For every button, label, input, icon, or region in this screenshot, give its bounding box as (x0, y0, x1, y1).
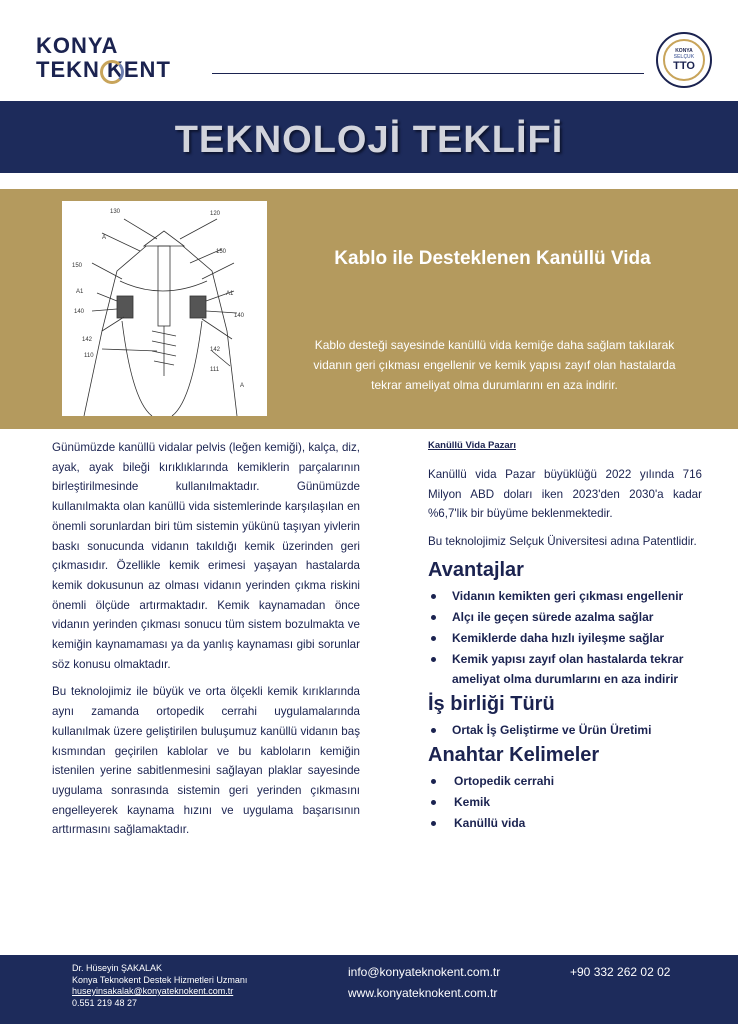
info-email-link[interactable]: info@konyateknokent.com.tr (348, 965, 501, 979)
label-142-right: 142 (210, 347, 221, 353)
tto-top-text: KONYA (675, 48, 693, 54)
contact-person (72, 963, 247, 1009)
label-111: 111 (210, 367, 220, 373)
title-band (0, 101, 738, 173)
list-item: Kemik yapısı zayıf olan hastalarda tekrar ameliyat olma durumlarını en aza indirir (428, 649, 702, 689)
technology-summary: Kablo desteği sayesinde kanüllü vida kemiğe daha sağlam takılarak vidanın geri çıkması engellenir ve kemik yapısı zayıf olan hastalarda tekrar ameliyat olma durumlarını en aza indirir. (313, 338, 676, 392)
website-link[interactable]: www.konyateknokent.com.tr (348, 986, 498, 1000)
page-header (0, 0, 738, 100)
keywords-list (428, 771, 702, 833)
bullet-icon (431, 594, 436, 599)
label-150-left: 150 (72, 263, 83, 269)
label-a-top: A (102, 235, 107, 241)
label-130: 130 (110, 209, 121, 215)
patent-drawing (62, 201, 267, 416)
description-paragraph-1: Günümüzde kanüllü vidalar pelvis (leğen kemiği), kalça, diz, ayak, ayak bileği kırıklıklarında kemiklerin parçalarının birleştirilmesinde kullanılmaktadır. Günümüzde kullanılmakta olan kanüllü vida sistemlerinde karşılaşılan en önemli sorunlardan biri tüm sistemin yükünü taşıyan yivlerin baskı sonucunda vidanın takıldığı kemik üzerinden geri çıkmasıdır. Özellikle kemik erimesi yaşayan hastalarda kemik dokusunun az olması vidanın yerinden çıkma riskini önemli ölçüde artırmaktadır. Kemik kaynamadan önce vidanın yerinden çıkması sonucu tüm sistem bozulmakta ve kemiğin kaynamaması ya da yanlış kaynaması gibi sorunlar söz konusu olmaktadır. (52, 441, 360, 671)
list-item: Kemiklerde daha hızlı iyileşme sağlar (428, 628, 702, 648)
bullet-icon (431, 728, 436, 733)
list-item: Kemik (428, 792, 702, 812)
label-120: 120 (210, 211, 221, 217)
cooperation-list (428, 720, 702, 740)
screw-diagram-icon (62, 201, 267, 416)
bullet-icon (431, 657, 436, 662)
label-110: 110 (84, 353, 94, 359)
bullet-icon (431, 821, 436, 826)
label-a1-right: A1 (226, 291, 234, 297)
selcuk-tto-logo (656, 32, 712, 88)
label-142-left: 142 (82, 337, 93, 343)
technology-name: Kablo ile Desteklenen Kanüllü Vida (334, 248, 651, 269)
label-a-bottom: A (240, 383, 245, 389)
list-item: Vidanın kemikten geri çıkması engellenir (428, 586, 702, 606)
contact-role: Konya Teknokent Destek Hizmetleri Uzmanı (72, 974, 248, 985)
list-item: Ortak İş Geliştirme ve Ürün Üretimi (428, 720, 702, 740)
page-footer (0, 955, 738, 1024)
list-item: Ortopedik cerrahi (428, 771, 702, 791)
keywords-title: Anahtar Kelimeler (428, 744, 600, 766)
logo-line2: TEKN KENT (36, 57, 171, 82)
list-item: Alçı ile geçen sürede azalma sağlar (428, 607, 702, 627)
office-phone: +90 332 262 02 02 (570, 965, 671, 979)
contact-email-link[interactable]: huseyinsakalak@konyateknokent.com.tr (72, 986, 234, 996)
contact-phone: 0.551 219 48 27 (72, 997, 138, 1008)
bullet-icon (431, 779, 436, 784)
logo-line1: KONYA (36, 33, 119, 58)
details-column (428, 440, 702, 834)
cooperation-title: İş birliği Türü (428, 693, 555, 715)
market-title: Kanüllü Vida Pazarı (428, 440, 516, 451)
konya-teknokent-logo (36, 34, 206, 94)
label-140-left: 140 (74, 309, 85, 315)
advantages-list (428, 586, 702, 689)
advantages-title: Avantajlar (428, 559, 524, 581)
description-paragraph-2: Bu teknolojimiz ile büyük ve orta ölçekli kemik kırıklarında aynı zamanda ortopedik cerrahi uygulamalarında kullanılmak üzere geliştirilen buluşumuz kanüllü vidanın baş kısmından geçirilen kablolar ve bu kabloların kemiğin istenilen yerine sabitlenmesini sağlayan plaklar sayesinde uygulama sonrasında sistemin geri yerinden çıkmasını engelleyerek kaynama hızını ve uygulama başarısının arttırmasını sağlamaktadır. (52, 685, 360, 837)
patent-text: Bu teknolojimiz Selçuk Üniversitesi adına Patentlidir. (428, 534, 697, 548)
label-150-right: 150 (216, 249, 227, 255)
label-a1-left: A1 (76, 289, 84, 295)
bullet-icon (431, 636, 436, 641)
logo-ring-icon (100, 60, 124, 84)
market-text: Kanüllü vida Pazar büyüklüğü 2022 yılında 716 Milyon ABD doları iken 2023'den 2030'a kadar %6,7'lik bir büyüme beklenmektedir. (428, 468, 702, 520)
label-140-right: 140 (234, 313, 245, 319)
contact-name: Dr. Hüseyin ŞAKALAK (72, 963, 163, 973)
bullet-icon (431, 800, 436, 805)
header-divider (212, 73, 644, 74)
page-title: TEKNOLOJİ TEKLİFİ (174, 119, 564, 161)
bullet-icon (431, 615, 436, 620)
tto-mid-text: SELÇUK (673, 54, 695, 60)
tto-main-text: TTO (673, 60, 695, 72)
list-item: Kanüllü vida (428, 813, 702, 833)
description-column (52, 438, 360, 848)
